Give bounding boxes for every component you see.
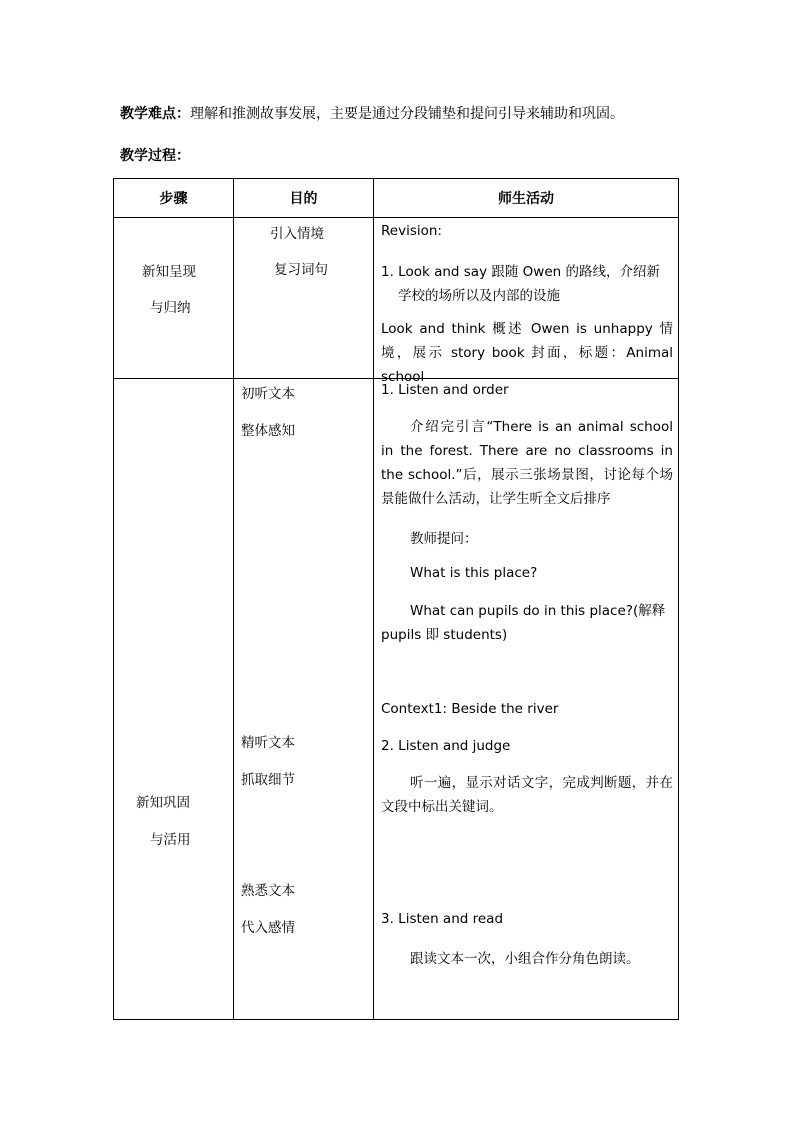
- difficulty-text: 理解和推测故事发展，主要是通过分段铺垫和提问引导来辅助和巩固。: [190, 106, 624, 122]
- question-2: What can pupils do in this place?(解释 pupils 即 students): [381, 603, 666, 643]
- difficulty-label: 教学难点：: [120, 106, 190, 122]
- row2-purpose-1: 初听文本: [241, 386, 295, 402]
- row1-step-cell: [114, 218, 234, 379]
- listen-and-order: 1. Listen and order: [381, 382, 509, 398]
- row2-activity-cell: [374, 379, 679, 1020]
- judge-text: 听一遍，显示对话文字，完成判断题，并在文段中标出关键词。: [381, 775, 673, 815]
- row2-purpose-4: 抓取细节: [241, 772, 295, 788]
- listen-and-judge: 2. Listen and judge: [381, 738, 511, 754]
- row1-purpose-cell: [234, 218, 374, 379]
- look-and-say-cont: 学校的场所以及内部的设施: [398, 288, 560, 304]
- context-1: Context1: Beside the river: [381, 701, 559, 717]
- table-header-row: [114, 179, 679, 218]
- row1-step-line2: 与归纳: [150, 300, 191, 316]
- teacher-question-label: 教师提问：: [410, 531, 478, 547]
- row2-step-cell: [114, 379, 234, 1020]
- row2-purpose-2: 整体感知: [241, 423, 295, 439]
- teaching-process-heading: [120, 145, 190, 165]
- row2-purpose-cell: [234, 379, 374, 1020]
- row1-step-line1: 新知呈现: [142, 264, 196, 280]
- row1-purpose-line2: 复习词句: [274, 262, 328, 278]
- teaching-difficulty: [120, 103, 624, 123]
- row1-purpose-line1: 引入情境: [270, 226, 324, 242]
- question-1: What is this place?: [410, 565, 538, 581]
- revision-label: Revision:: [381, 223, 442, 239]
- row2-step-line1: 新知巩固: [136, 795, 190, 811]
- row1-activity-cell: [374, 218, 679, 385]
- look-and-think-item: Look and think 概述 Owen is unhappy 情境，展示 story book 封面，标题：Animal school: [381, 321, 673, 385]
- header-step: 步骤: [114, 179, 234, 218]
- header-activity: 师生活动: [374, 179, 679, 218]
- look-and-say-item: 1. Look and say 跟随 Owen 的路线，介绍新: [381, 264, 660, 280]
- row2-step-line2: 与活用: [150, 832, 191, 848]
- listen-order-intro: 介绍完引言“There is an animal school in the forest. There are no classrooms in the school.”后，展示三张场景图，讨论每个场景能做什么活动，让学生听全文后排序: [381, 419, 673, 507]
- lesson-table: [113, 178, 679, 1020]
- process-label: 教学过程：: [120, 148, 190, 164]
- listen-and-read: 3. Listen and read: [381, 911, 504, 927]
- row2-purpose-5: 熟悉文本: [241, 883, 295, 899]
- table-row: [114, 218, 679, 379]
- read-text: 跟读文本一次，小组合作分角色朗读。: [410, 951, 640, 967]
- row2-purpose-3: 精听文本: [241, 735, 295, 751]
- row2-purpose-6: 代入感情: [241, 920, 295, 936]
- header-purpose: 目的: [234, 179, 374, 218]
- table-row: [114, 379, 679, 1020]
